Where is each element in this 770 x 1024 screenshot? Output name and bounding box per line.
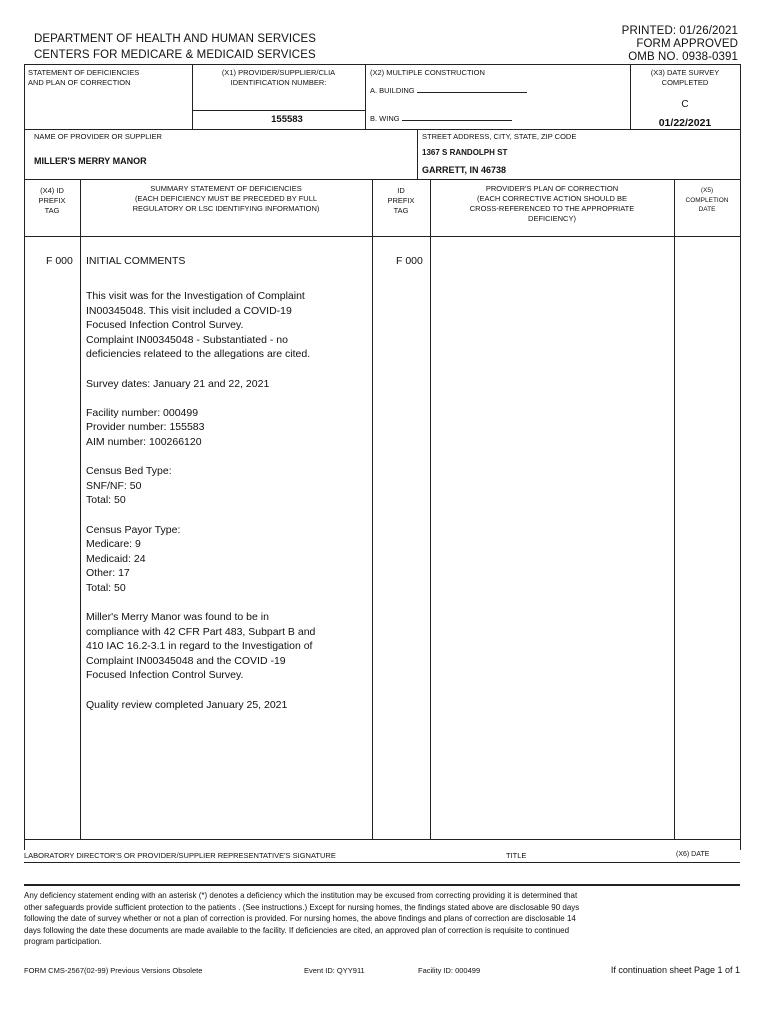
survey-type-letter: C: [681, 99, 689, 110]
wing-label: B. WING: [370, 114, 400, 123]
department-name: DEPARTMENT OF HEALTH AND HUMAN SERVICES: [34, 33, 317, 45]
id-column-header: ID PREFIX TAG: [387, 186, 415, 215]
entry-paragraph: Survey dates: January 21 and 22, 2021: [86, 377, 270, 390]
address-line2: GARRETT, IN 46738: [422, 165, 507, 175]
printed-date: PRINTED: 01/26/2021: [621, 25, 738, 37]
building-field[interactable]: [370, 84, 527, 96]
entry-body: [86, 289, 370, 727]
x4-column-header: (X4) ID PREFIX TAG: [38, 186, 66, 215]
address-label: STREET ADDRESS, CITY, STATE, ZIP CODE: [422, 132, 577, 141]
provider-name-label: NAME OF PROVIDER OR SUPPLIER: [34, 132, 162, 141]
entry-paragraph: Facility number: 000499 Provider number: 155583 AIM number: 100266120: [86, 406, 205, 448]
entry-paragraph: Miller's Merry Manor was found to be in compliance with 42 CFR Part 483, Subpart B and 410 IAC 16.2-3.1 in regard to the Investigation of Complaint IN00345048 and the COVID -19 Focused Infection Control Survey.: [86, 611, 316, 682]
disclosure-footnote: Any deficiency statement ending with an asterisk (*) denotes a deficiency which the institution may be excused from correcting providing it is determined that other safeguards provide sufficient protection to the patients . (See instructions.) Except for nursing homes, the findings stated above are disclosable 90 days following the date of survey whether or not a plan of correction is provided. For nursing homes, the above findings and plans of correction are disclosable 14 days following the date these documents are made available to the facility. If deficiencies are cited, an approved plan of correction is requisite to continued program participation.: [24, 891, 580, 947]
facility-id: Facility ID: 000499: [418, 966, 481, 975]
x6-date-label: (X6) DATE: [676, 851, 710, 858]
plan-column-header: PROVIDER'S PLAN OF CORRECTION (EACH CORRECTIVE ACTION SHOULD BE CROSS-REFERENCED TO THE APPROPRIATE DEFICIENCY): [469, 184, 635, 223]
form-number: FORM CMS-2567(02-99) Previous Versions Obsolete: [24, 966, 203, 975]
x2-label: (X2) MULTIPLE CONSTRUCTION: [370, 68, 485, 77]
omb-number: OMB NO. 0938-0391: [628, 51, 738, 63]
entry-paragraph: This visit was for the Investigation of Complaint IN00345048. This visit included a COVID-19 Focused Infection Control Survey. Complaint IN00345048 - Substantiated - no deficiencies relateed to the allegations are cited.: [86, 290, 311, 361]
page-indicator: If continuation sheet Page 1 of 1: [610, 965, 740, 975]
form-approved: FORM APPROVED: [636, 38, 738, 50]
entry-paragraph: Quality review completed January 25, 2021: [86, 698, 288, 711]
x5-column-header: (X5) COMPLETION DATE: [685, 187, 729, 213]
x3-label: (X3) DATE SURVEY COMPLETED: [650, 68, 720, 87]
summary-column-header: SUMMARY STATEMENT OF DEFICIENCIES (EACH DEFICIENCY MUST BE PRECEDED BY FULL REGULATORY OR LSC IDENTIFYING INFORMATION): [132, 184, 320, 213]
entry-paragraph: Census Bed Type: SNF/NF: 50 Total: 50: [86, 465, 172, 507]
survey-completed-date: 01/22/2021: [658, 117, 712, 129]
wing-field[interactable]: [370, 112, 512, 124]
tag-left: F 000: [46, 255, 73, 267]
statement-label: STATEMENT OF DEFICIENCIES AND PLAN OF CORRECTION: [28, 68, 140, 87]
provider-name: MILLER'S MERRY MANOR: [34, 156, 147, 166]
agency-name: CENTERS FOR MEDICARE & MEDICAID SERVICES: [34, 49, 316, 61]
tag-right: F 000: [396, 255, 423, 267]
building-label: A. BUILDING: [370, 86, 415, 95]
title-label: TITLE: [506, 851, 527, 860]
x1-label: (X1) PROVIDER/SUPPLIER/CLIA IDENTIFICATION NUMBER:: [221, 68, 336, 87]
event-id: Event ID: QYY911: [304, 966, 365, 975]
entry-title: INITIAL COMMENTS: [86, 255, 186, 267]
provider-number: 155583: [271, 114, 303, 125]
entry-paragraph: Census Payor Type: Medicare: 9 Medicaid: 24 Other: 17 Total: 50: [86, 523, 181, 594]
address-line1: 1367 S RANDOLPH ST: [422, 148, 508, 157]
signature-label: LABORATORY DIRECTOR'S OR PROVIDER/SUPPLIER REPRESENTATIVE'S SIGNATURE: [24, 851, 336, 860]
